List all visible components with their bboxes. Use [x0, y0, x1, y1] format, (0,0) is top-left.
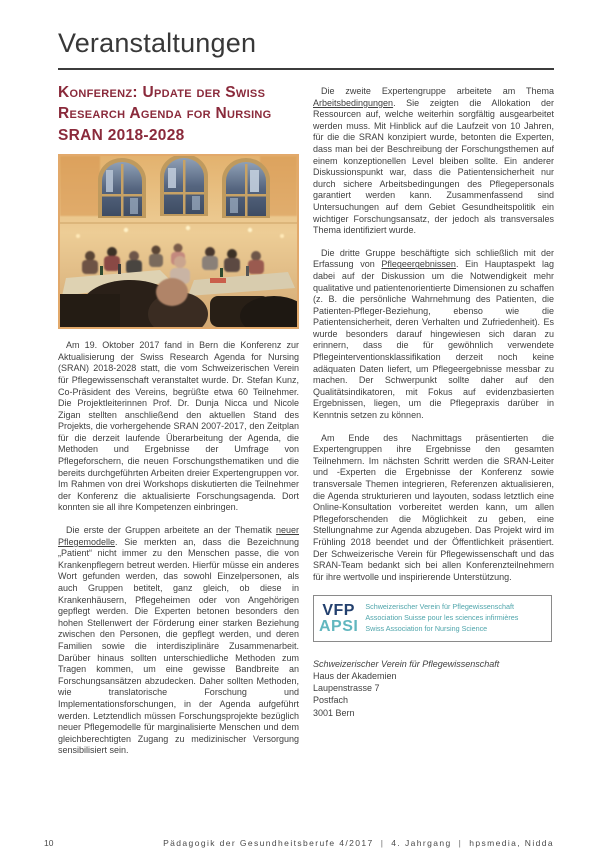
paragraph-text: Die dritte Gruppe beschäftigte sich schließlich mit der Erfassung von	[313, 247, 554, 270]
logo-caption	[365, 602, 518, 634]
key-term: Pflegeergebnissen	[381, 259, 456, 270]
contact-address-line: Haus der Akademien	[313, 670, 397, 681]
paragraph-text: Am Ende des Nachmittags präsentierten die Expertengruppen ihre Ergebnisse den gesamten Teilnehmern. Im nächsten Schritt werden die SRAN-Leiter und -Experten die Ergebnisse der Konferenz sowie transversale Themen integrieren, Referenzen aktualisieren, die Agenda strukturieren und layouten, sodass letztlich eine Online-Konsultation vorbereitet werden kann, um allen Pflegeforschenden die Möglichkeit zu geben, eine Stellungnahme zur Agenda abzugeben. Das Projekt wird im Frühling 2018 beendet und der Öffentlichkeit präsentiert. Der Schweizerische Verein für Pflegewissenschaft und das SRAN-Team bedankt sich bei allen Konferenzteilnehmern für ihre wertvolle und inspirierende Unterstützung.	[313, 432, 554, 582]
contact-organization: Schweizerischer Verein für Pflegewissenschaft	[313, 658, 500, 669]
logo-caption-fr: Association Suisse pour les sciences infirmières	[365, 613, 519, 623]
paragraph-text: . Sie zeigten die Allokation der Ressourcen auf, welche weiterhin sorgfältig ausgearbeitet werden muss. Mit Hinblick auf die Laufzeit von 10 Jahren, für die die SRAN konzipiert wurde, betonten die Experten, dass man bei der Beschreibung der Forschungsthemen auf einem konzeptionellen Level bleiben sollte. Ein anderer Diskussionspunkt war, dass die Patientensicherheit nur durch sichere Arbeitsbedingungen des Pflegepersonals garantiert werden kann. Zusammenfassend sind Untersuchungen auf dem Gebiet Gesundheitspolitik ein wichtiger Forschungsansatz, der jedoch als transversales Thema identifiziert wurde.	[313, 97, 554, 236]
contact-block	[313, 658, 554, 719]
page-number: 10	[44, 838, 54, 848]
footer-volume: 4. Jahrgang	[391, 838, 452, 848]
paragraph	[58, 525, 299, 757]
paragraph	[313, 248, 554, 422]
footer-line	[163, 838, 554, 848]
right-column	[313, 82, 554, 719]
logo-vfp-text: VFP	[322, 602, 355, 620]
paragraph-text: Die erste der Gruppen arbeitete an der Thematik	[66, 525, 276, 536]
paragraph	[58, 340, 299, 514]
paragraph	[313, 86, 554, 237]
contact-address-line: Postfach	[313, 695, 349, 706]
logo-caption-de: Schweizerischer Verein für Pflegewissenschaft	[365, 602, 514, 612]
title-divider	[58, 68, 554, 70]
paragraph	[313, 433, 554, 584]
footer-separator: |	[380, 838, 385, 848]
paragraph-text: Am 19. Oktober 2017 fand in Bern die Konferenz zur Aktualisierung der Swiss Research Agenda for Nursing (SRAN) 2018-2028 statt, die vom Schweizerischen Verein für Pflegewissenschaft veranstaltet wurde. Dr. Stefan Kunz, Co-Präsident des Vereins, begrüßte etwa 60 Teilnehmer. Die Projektleiterinnen Prof. Dr. Dunja Nicca und Nicole Zigan stellten anschließend den aktuellen Stand des Projekts, die vorhergehende SRAN 2007-2017, den Zeitplan für die derzeit laufende Überarbeitung der Agenda, die Methoden und Ergebnisse der Umfrage von Pflegeforschern, die neuen Forschungsthematiken und die bereits durchgeführten Arbeiten dreier Expertengruppen vor. Im Rahmen von drei Workshops diskutierten die Teilnehmer der Konferenz die aktualisierte Forschungsagenda. Dort konnten sie all ihre Kompetenzen einbringen.	[58, 340, 299, 513]
footer-publisher: hpsmedia, Nidda	[469, 838, 554, 848]
vfp-apsi-logo	[313, 595, 552, 641]
page-title: Veranstaltungen	[58, 28, 257, 58]
paragraph-text: . Sie merkten an, dass die Bezeichnung „Patient“ nicht immer zu den Menschen passe, die von Krankenpflegern betreut werden. Hierfür müsse ein anderes Wort gefunden werden, das sowohl Einzelpersonen, als auch Gruppen betitelt, ganz gleich, ob diese in Krankenhäusern, Pflegeheimen oder von Angehörigen gepflegt werden. Die Experten betonen besonders den hohen Stellenwert der Förderung einer starken Beziehung zwischen den Personen, die gepflegt werden, und deren Familien sowie die interdisziplinäre Zusammenarbeit. Darüber hinaus sollten unterschiedliche Methoden zum Tragen kommen, um eine gewisse Bandbreite an Forschungsansätzen abzudecken. Daher sollten Methoden, wie translatorische Forschung und Implementationsforschungen, in der Agenda aufgeführt werden. Letztendlich müssen Forschungsprojekte bezüglich neuer Pflegemodelle für marginalisierte Menschen und dem gleichberechtigten Zugang zu medizinischer Versorgung sensibilisiert sein.	[58, 536, 299, 756]
article-heading: Konferenz: Update der Swiss Research Agenda for Nursing SRAN 2018-2028	[58, 84, 272, 144]
window-arches	[98, 156, 270, 218]
logo-apsi-text: APSI	[319, 617, 359, 635]
key-term: neuer Pflegemodelle	[58, 525, 299, 547]
logo-caption-en: Swiss Association for Nursing Science	[365, 623, 488, 633]
footer-journal: Pädagogik der Gesundheitsberufe 4/2017	[163, 838, 374, 848]
key-term: Arbeitsbedingungen	[313, 97, 394, 108]
left-column	[58, 82, 299, 757]
logo-acronym	[319, 603, 358, 633]
contact-address-line: 3001 Bern	[313, 707, 355, 718]
conference-photo	[58, 154, 299, 329]
contact-address-line: Laupenstrasse 7	[313, 683, 380, 694]
footer-separator: |	[458, 838, 463, 848]
paragraph-text: . Ein Hauptaspekt lag dabei auf der Diskussion um die Notwendigkeit mehr qualitative und patientenorientierte Dimensionen zu schaffen (z. B. die persönliche Wahrnehmung des Patienten, die Patienten-Pfleger-Beziehung, ebenso wie die Patientensicherheit, deren Verhalten und Zufriedenheit). Es wurde besonders darauf hingewiesen sich daran zu erinnern, dass die für gewöhnlich verwendete Pflegeinterventionsklassifikation derzeit noch keine adäquaten Daten liefert, um Pflegeergebnisse messbar zu machen. Der Schwerpunkt sollte daher auf den Qualitätsindikatoren, mit Fokus auf evidenzbasierten Ergebnissen, liegen, um die Pflegepraxis darüber in Kenntnis setzen zu können.	[313, 259, 554, 421]
paragraph-text: Die zweite Expertengruppe arbeitete am Thema	[321, 86, 554, 96]
